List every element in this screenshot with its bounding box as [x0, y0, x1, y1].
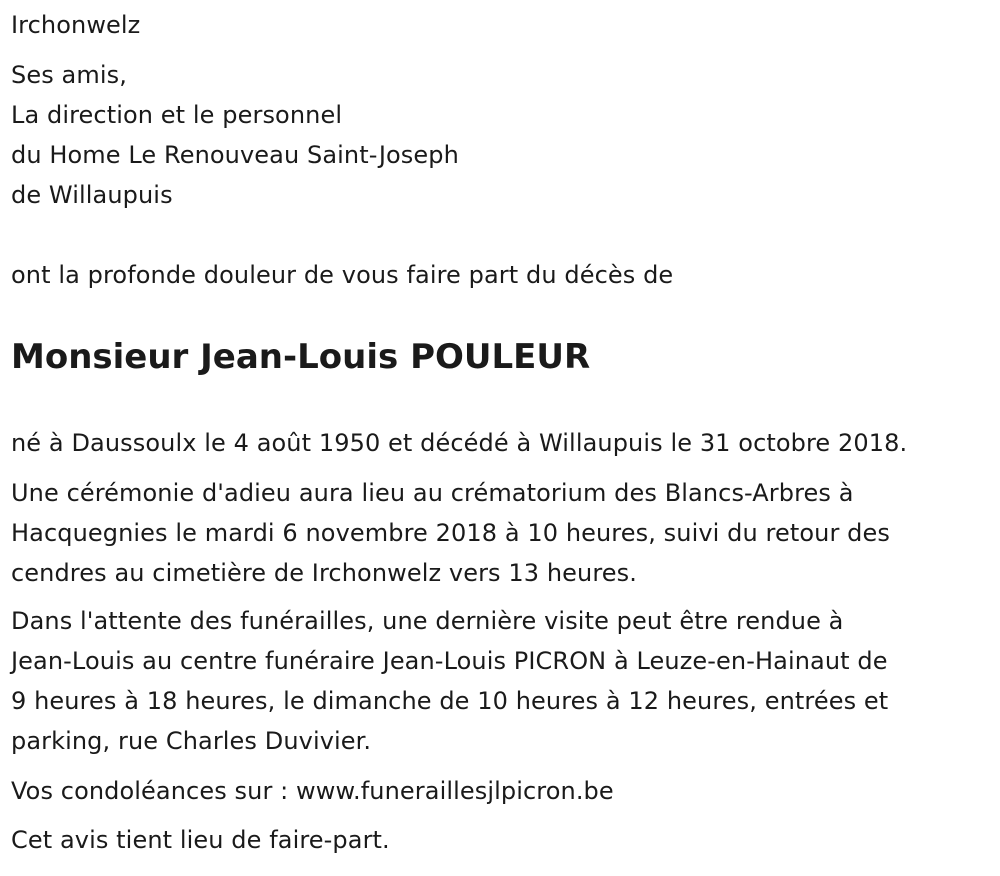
sender-line: de Willaupuis [11, 181, 173, 209]
ceremony-line: Une cérémonie d'adieu aura lieu au crématorium des Blancs-Arbres à [11, 479, 854, 507]
birth-death-info: né à Daussoulx le 4 août 1950 et décédé à Willaupuis le 31 octobre 2018. [11, 429, 908, 457]
visit-line: Dans l'attente des funérailles, une dernière visite peut être rendue à [11, 607, 844, 635]
senders-block [11, 55, 459, 215]
notice-city: Irchonwelz [11, 11, 141, 39]
ceremony-paragraph [11, 473, 986, 593]
visit-paragraph [11, 601, 986, 761]
ceremony-line: Hacquegnies le mardi 6 novembre 2018 à 10 heures, suivi du retour des [11, 519, 890, 547]
closing-text: Cet avis tient lieu de faire-part. [11, 826, 390, 854]
sender-line: La direction et le personnel [11, 101, 343, 129]
visit-line: Jean-Louis au centre funéraire Jean-Louis PICRON à Leuze-en-Hainaut de [11, 647, 888, 675]
condolences-info: Vos condoléances sur : www.funeraillesjlpicron.be [11, 777, 614, 805]
visit-line: parking, rue Charles Duvivier. [11, 727, 372, 755]
ceremony-line: cendres au cimetière de Irchonwelz vers 13 heures. [11, 559, 637, 587]
sender-line: Ses amis, [11, 61, 127, 89]
deceased-name: Monsieur Jean-Louis POULEUR [11, 337, 591, 377]
visit-line: 9 heures à 18 heures, le dimanche de 10 heures à 12 heures, entrées et [11, 687, 889, 715]
intro-text: ont la profonde douleur de vous faire part du décès de [11, 261, 674, 289]
sender-line: du Home Le Renouveau Saint-Joseph [11, 141, 459, 169]
